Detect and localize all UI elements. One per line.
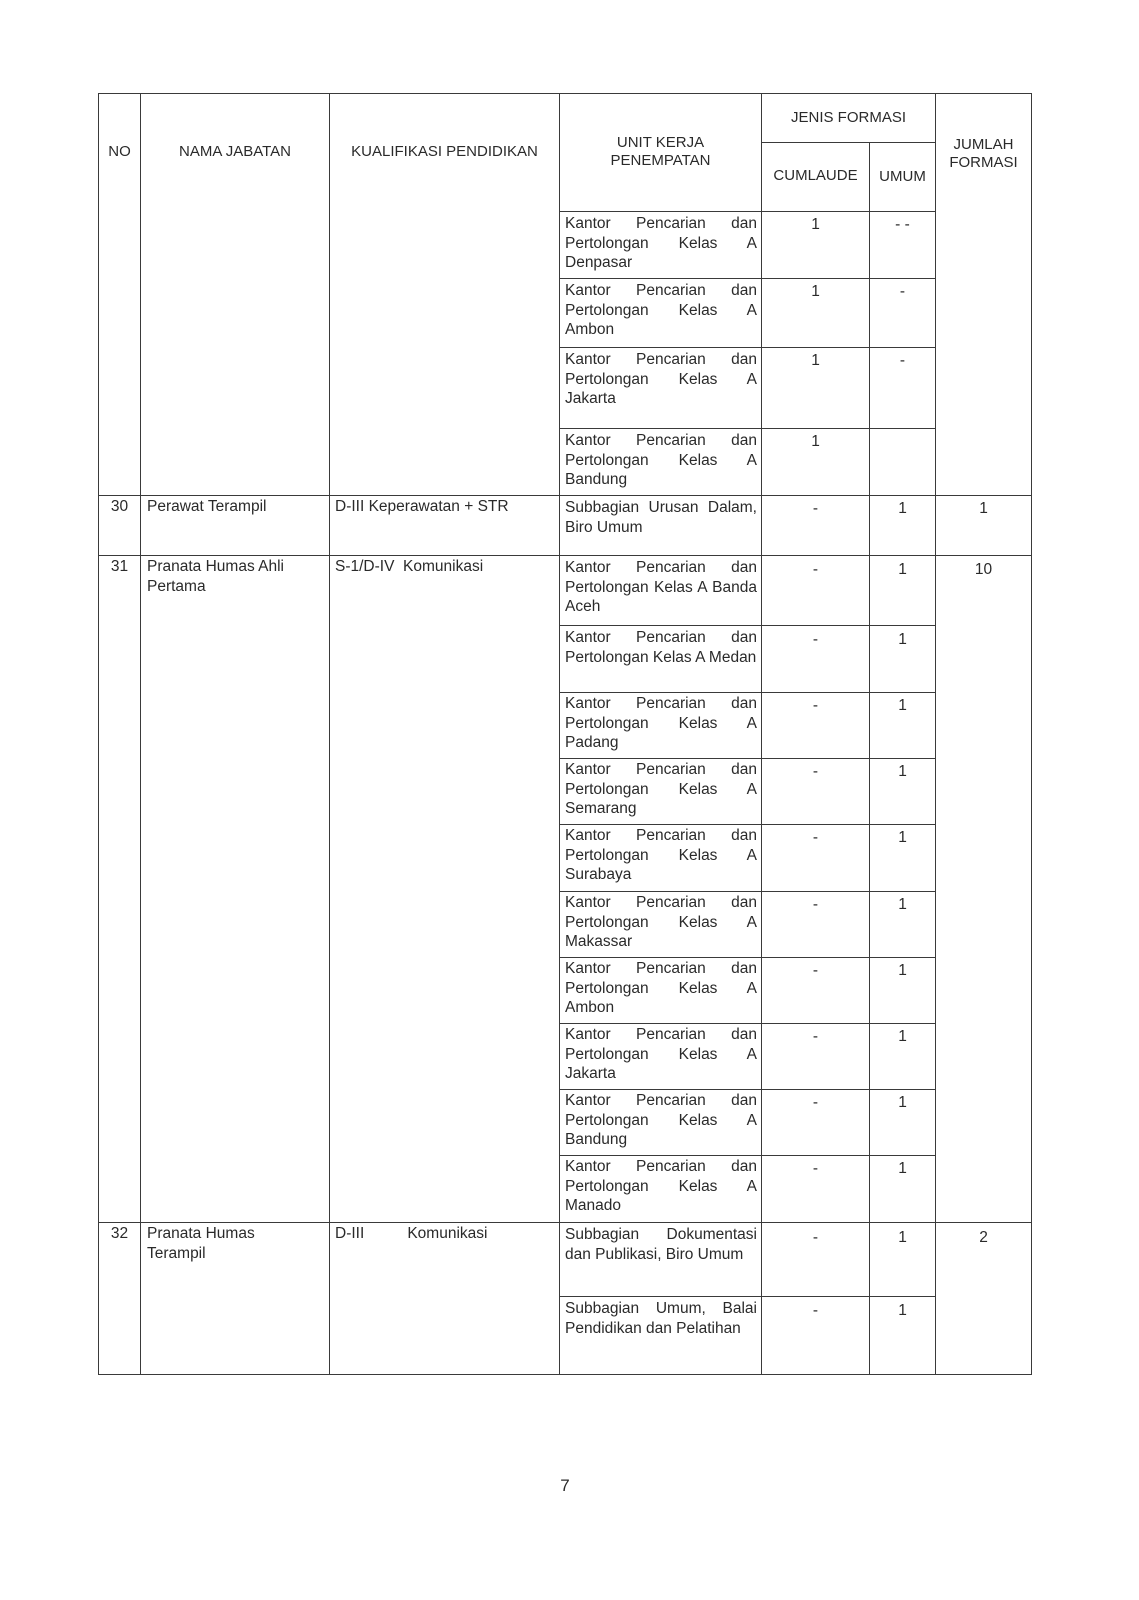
umum-cell: - -	[895, 216, 910, 233]
cumlaude-cell: -	[812, 896, 819, 913]
umum-cell: 1	[898, 962, 907, 979]
kualifikasi-cell: D-III Komunikasi	[335, 1225, 488, 1242]
unit-cell: Kantor Pencarian dan Pertolongan Kelas A Surabaya	[565, 827, 757, 883]
cumlaude-cell: -	[812, 1094, 819, 1111]
cumlaude-cell: -	[812, 1229, 819, 1246]
header-umum: UMUM	[879, 168, 926, 185]
unit-cell: Kantor Pencarian dan Pertolongan Kelas A Semarang	[565, 761, 757, 817]
row-line	[559, 1089, 936, 1090]
umum-cell: -	[899, 283, 906, 300]
kualifikasi-cell: S-1/D-IV Komunikasi	[335, 558, 484, 575]
umum-cell: 1	[898, 1094, 907, 1111]
umum-cell: 1	[898, 561, 907, 578]
row-line	[559, 824, 936, 825]
row-number: 31	[110, 558, 129, 575]
cumlaude-cell: -	[812, 631, 819, 648]
umum-cell: 1	[898, 1302, 907, 1319]
row-line	[98, 1222, 1032, 1223]
unit-cell: Kantor Pencarian dan Pertolongan Kelas A Ambon	[565, 282, 757, 338]
col-line	[1031, 93, 1032, 1375]
col-line	[559, 93, 560, 1375]
cumlaude-cell: -	[812, 1028, 819, 1045]
jumlah-cell: 1	[979, 500, 988, 517]
row-line	[559, 758, 936, 759]
unit-cell: Kantor Pencarian dan Pertolongan Kelas A Bandung	[565, 1092, 757, 1148]
table-bottom-border	[98, 1374, 1032, 1375]
cumlaude-cell: 1	[811, 283, 820, 300]
header-cumlaude: CUMLAUDE	[773, 167, 858, 184]
cumlaude-cell: -	[812, 1302, 819, 1319]
col-line	[329, 93, 330, 1375]
row-number: 32	[110, 1225, 129, 1242]
unit-cell: Subbagian Urusan Dalam, Biro Umum	[565, 499, 757, 536]
header-bottom-line	[559, 211, 936, 212]
page-number: 7	[560, 1476, 570, 1495]
col-line	[935, 93, 936, 1375]
umum-cell: 1	[898, 829, 907, 846]
header-no: NO	[108, 143, 131, 160]
unit-cell: Subbagian Umum, Balai Pendidikan dan Pelatihan	[565, 1300, 757, 1337]
umum-cell: 1	[898, 896, 907, 913]
col-line	[98, 93, 99, 1375]
unit-cell: Kantor Pencarian dan Pertolongan Kelas A Bandung	[565, 432, 757, 488]
col-line	[140, 93, 141, 1375]
header-kualifikasi: KUALIFIKASI PENDIDIKAN	[351, 143, 538, 160]
unit-cell: Kantor Pencarian dan Pertolongan Kelas A Makassar	[565, 894, 757, 950]
umum-cell: 1	[898, 631, 907, 648]
header-split-line	[761, 142, 936, 143]
unit-cell: Kantor Pencarian dan Pertolongan Kelas A Denpasar	[565, 215, 757, 271]
umum-cell: -	[899, 352, 906, 369]
row-line	[559, 428, 936, 429]
unit-cell: Kantor Pencarian dan Pertolongan Kelas A Jakarta	[565, 351, 757, 407]
cumlaude-cell: 1	[811, 352, 820, 369]
nama-jabatan-cell: Pranata Humas Ahli Pertama	[147, 558, 289, 595]
unit-cell: Kantor Pencarian dan Pertolongan Kelas A Banda Aceh	[565, 559, 757, 615]
row-line	[559, 891, 936, 892]
unit-cell: Kantor Pencarian dan Pertolongan Kelas A Medan	[565, 629, 757, 666]
umum-cell: 1	[898, 763, 907, 780]
row-line	[559, 1155, 936, 1156]
header-jenis-formasi: JENIS FORMASI	[790, 109, 906, 126]
umum-cell: 1	[898, 697, 907, 714]
header-nama-jabatan: NAMA JABATAN	[179, 143, 291, 160]
row-line	[559, 1296, 936, 1297]
row-line	[98, 555, 1032, 556]
row-line	[559, 957, 936, 958]
unit-cell: Kantor Pencarian dan Pertolongan Kelas A Jakarta	[565, 1026, 757, 1082]
row-line	[559, 692, 936, 693]
row-number: 30	[110, 498, 129, 515]
umum-cell: 1	[898, 500, 907, 517]
table-top-border	[98, 93, 1032, 94]
umum-cell: 1	[898, 1028, 907, 1045]
cumlaude-cell: -	[812, 763, 819, 780]
unit-cell: Kantor Pencarian dan Pertolongan Kelas A Padang	[565, 695, 757, 751]
umum-cell: 1	[898, 1160, 907, 1177]
jumlah-cell: 2	[979, 1229, 988, 1246]
cumlaude-cell: -	[812, 500, 819, 517]
row-line	[98, 495, 1032, 496]
row-line	[559, 347, 936, 348]
unit-cell: Kantor Pencarian dan Pertolongan Kelas A Ambon	[565, 960, 757, 1016]
cumlaude-cell: 1	[811, 433, 820, 450]
nama-jabatan-cell: Pranata Humas Terampil	[147, 1225, 259, 1262]
nama-jabatan-cell: Perawat Terampil	[147, 498, 267, 515]
kualifikasi-cell: D-III Keperawatan + STR	[335, 498, 509, 515]
cumlaude-cell: -	[812, 561, 819, 578]
header-unit-kerja: UNIT KERJA PENEMPATAN	[610, 134, 711, 169]
cumlaude-cell: -	[812, 962, 819, 979]
cumlaude-cell: -	[812, 829, 819, 846]
header-jumlah-formasi: JUMLAH FORMASI	[949, 136, 1018, 171]
umum-cell: 1	[898, 1229, 907, 1246]
unit-cell: Kantor Pencarian dan Pertolongan Kelas A Manado	[565, 1158, 757, 1214]
row-line	[559, 625, 936, 626]
jumlah-cell: 10	[974, 561, 993, 578]
row-line	[559, 278, 936, 279]
cumlaude-cell: 1	[811, 216, 820, 233]
cumlaude-cell: -	[812, 697, 819, 714]
cumlaude-cell: -	[812, 1160, 819, 1177]
unit-cell: Subbagian Dokumentasi dan Publikasi, Biro Umum	[565, 1226, 757, 1263]
row-line	[559, 1023, 936, 1024]
